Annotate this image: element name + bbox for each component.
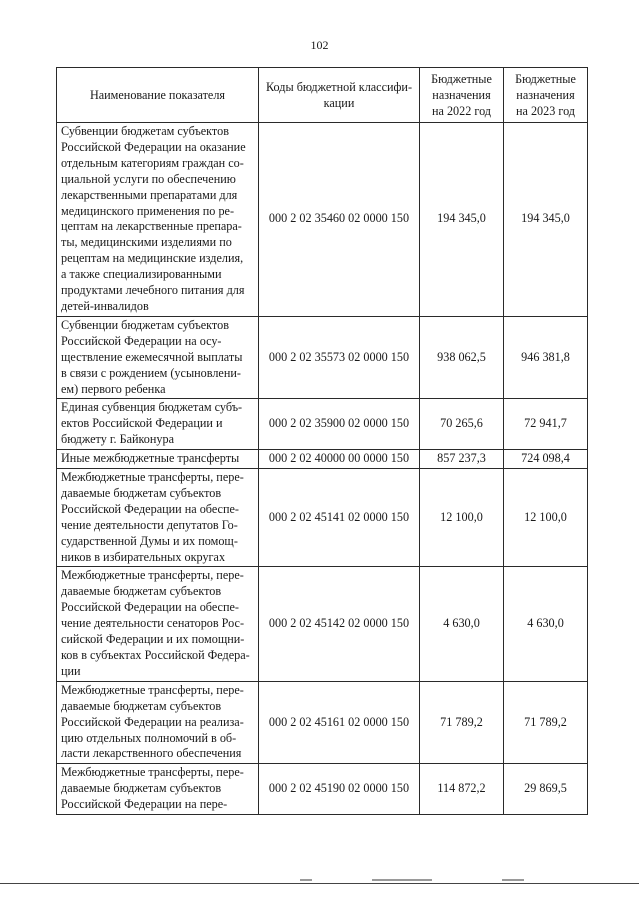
table-row <box>57 681 588 764</box>
indicator-name-line: ты, медицинскими изделиями по <box>61 235 232 250</box>
indicator-name-line: чение деятельности депутатов Го- <box>61 517 238 532</box>
indicator-name-cell <box>57 681 259 764</box>
indicator-name-cell <box>57 764 259 815</box>
budget-code-cell: 000 2 02 35900 02 0000 150 <box>259 399 420 450</box>
header-2023-line: на 2023 год <box>515 104 576 118</box>
scan-artifact <box>502 879 524 881</box>
amount-2023-cell: 29 869,5 <box>504 764 588 815</box>
table-body <box>57 123 588 815</box>
indicator-name-line: медицинского применения по ре- <box>61 203 235 218</box>
budget-code-cell: 000 2 02 35460 02 0000 150 <box>259 123 420 317</box>
amount-2022-cell: 71 789,2 <box>420 681 504 764</box>
amount-2023-cell: 71 789,2 <box>504 681 588 764</box>
indicator-name-line: Межбюджетные трансферты, пере- <box>61 682 244 697</box>
indicator-name-line: а также специализированными <box>61 267 222 282</box>
header-2023-line: Бюджетные <box>515 72 576 86</box>
indicator-name-cell <box>57 399 259 450</box>
table-header-row <box>57 68 588 123</box>
indicator-name-line: ектов Российской Федерации и <box>61 416 223 431</box>
indicator-name-line: Единая субвенция бюджетам субъ- <box>61 400 243 415</box>
amount-2023-cell: 12 100,0 <box>504 469 588 567</box>
indicator-name-line: Российской Федерации на обеспе- <box>61 501 239 516</box>
indicator-name-line: Российской Федерации на обеспе- <box>61 600 239 615</box>
amount-2022-cell: 4 630,0 <box>420 567 504 681</box>
indicator-name-line: цептам на лекарственные препара- <box>61 219 242 234</box>
scan-artifact <box>372 879 432 881</box>
indicator-name-line: даваемые бюджетам субъектов <box>61 485 222 500</box>
header-2023 <box>504 68 588 123</box>
indicator-name-line: даваемые бюджетам субъектов <box>61 698 222 713</box>
indicator-name-line: Межбюджетные трансферты, пере- <box>61 470 244 485</box>
indicator-name-line: продуктами лечебного питания для <box>61 283 245 298</box>
indicator-name-line: ков в субъектах Российской Федера- <box>61 648 250 662</box>
amount-2022-cell: 857 237,3 <box>420 450 504 469</box>
budget-code-cell: 000 2 02 40000 00 0000 150 <box>259 450 420 469</box>
indicator-name-line: Субвенции бюджетам субъектов <box>61 124 229 138</box>
budget-table <box>56 67 588 815</box>
scan-artifact <box>300 879 312 881</box>
indicator-name-line: сударственной Думы и их помощ- <box>61 533 238 548</box>
table-row <box>57 450 588 469</box>
indicator-name-line: ции <box>61 663 81 678</box>
page-bottom-edge <box>0 883 639 884</box>
indicator-name-line: ществление ежемесячной выплаты <box>61 349 243 364</box>
indicator-name-line: детей-инвалидов <box>61 298 149 313</box>
header-code <box>259 68 420 123</box>
indicator-name-line: Иные межбюджетные трансферты <box>61 451 240 466</box>
indicator-name-line: Субвенции бюджетам субъектов <box>61 317 229 332</box>
amount-2022-cell: 114 872,2 <box>420 764 504 815</box>
amount-2023-cell: 72 941,7 <box>504 399 588 450</box>
header-2022 <box>420 68 504 123</box>
header-2022-line: на 2022 год <box>431 104 492 118</box>
indicator-name-cell <box>57 123 259 317</box>
indicator-name-line: Межбюджетные трансферты, пере- <box>61 765 244 780</box>
table-row <box>57 399 588 450</box>
table-row <box>57 469 588 567</box>
indicator-name-line: ников в избирательных округах <box>61 549 226 564</box>
indicator-name-line: чение деятельности сенаторов Рос- <box>61 616 245 631</box>
table-row <box>57 764 588 815</box>
indicator-name-cell <box>57 469 259 567</box>
indicator-name-line: даваемые бюджетам субъектов <box>61 584 222 599</box>
amount-2022-cell: 70 265,6 <box>420 399 504 450</box>
budget-code-cell: 000 2 02 45141 02 0000 150 <box>259 469 420 567</box>
indicator-name-line: ем) первого ребенка <box>61 381 166 396</box>
amount-2023-cell: 946 381,8 <box>504 316 588 399</box>
indicator-name-line: лекарственными препаратами для <box>61 187 238 202</box>
indicator-name-line: Российской Федерации на пере- <box>61 797 228 812</box>
header-2023-line: назначения <box>516 88 575 102</box>
header-code-line: Коды бюджетной классифи- <box>266 80 412 94</box>
indicator-name-line: циальной услуги по обеспечению <box>61 171 236 186</box>
amount-2023-cell: 194 345,0 <box>504 123 588 317</box>
indicator-name-line: даваемые бюджетам субъектов <box>61 781 222 796</box>
indicator-name-line: сийской Федерации и их помощни- <box>61 632 245 647</box>
header-2022-line: назначения <box>432 88 491 102</box>
indicator-name-line: Российской Федерации на осу- <box>61 333 222 348</box>
indicator-name-line: бюджету г. Байконура <box>61 432 175 447</box>
indicator-name-cell <box>57 567 259 681</box>
table-row <box>57 567 588 681</box>
indicator-name-line: ласти лекарственного обеспечения <box>61 746 242 761</box>
indicator-name-line: Российской Федерации на реализа- <box>61 714 244 729</box>
budget-code-cell: 000 2 02 45190 02 0000 150 <box>259 764 420 815</box>
indicator-name-cell <box>57 316 259 399</box>
indicator-name-line: рецептам на медицинские изделия, <box>61 251 244 266</box>
amount-2023-cell: 4 630,0 <box>504 567 588 681</box>
page-number: 102 <box>310 38 329 52</box>
indicator-name-line: Российской Федерации на оказание <box>61 139 246 154</box>
amount-2023-cell: 724 098,4 <box>504 450 588 469</box>
amount-2022-cell: 194 345,0 <box>420 123 504 317</box>
budget-code-cell: 000 2 02 35573 02 0000 150 <box>259 316 420 399</box>
header-code-line: кации <box>323 96 355 110</box>
amount-2022-cell: 12 100,0 <box>420 469 504 567</box>
table-row <box>57 316 588 399</box>
amount-2022-cell: 938 062,5 <box>420 316 504 399</box>
indicator-name-line: в связи с рождением (усыновлени- <box>61 365 241 380</box>
header-name: Наименование показателя <box>57 68 259 123</box>
budget-code-cell: 000 2 02 45161 02 0000 150 <box>259 681 420 764</box>
table-row <box>57 123 588 317</box>
budget-code-cell: 000 2 02 45142 02 0000 150 <box>259 567 420 681</box>
indicator-name-cell <box>57 450 259 469</box>
indicator-name-line: цию отдельных полномочий в об- <box>61 730 237 745</box>
indicator-name-line: отдельным категориям граждан со- <box>61 155 244 170</box>
header-2022-line: Бюджетные <box>431 72 492 86</box>
indicator-name-line: Межбюджетные трансферты, пере- <box>61 568 244 583</box>
